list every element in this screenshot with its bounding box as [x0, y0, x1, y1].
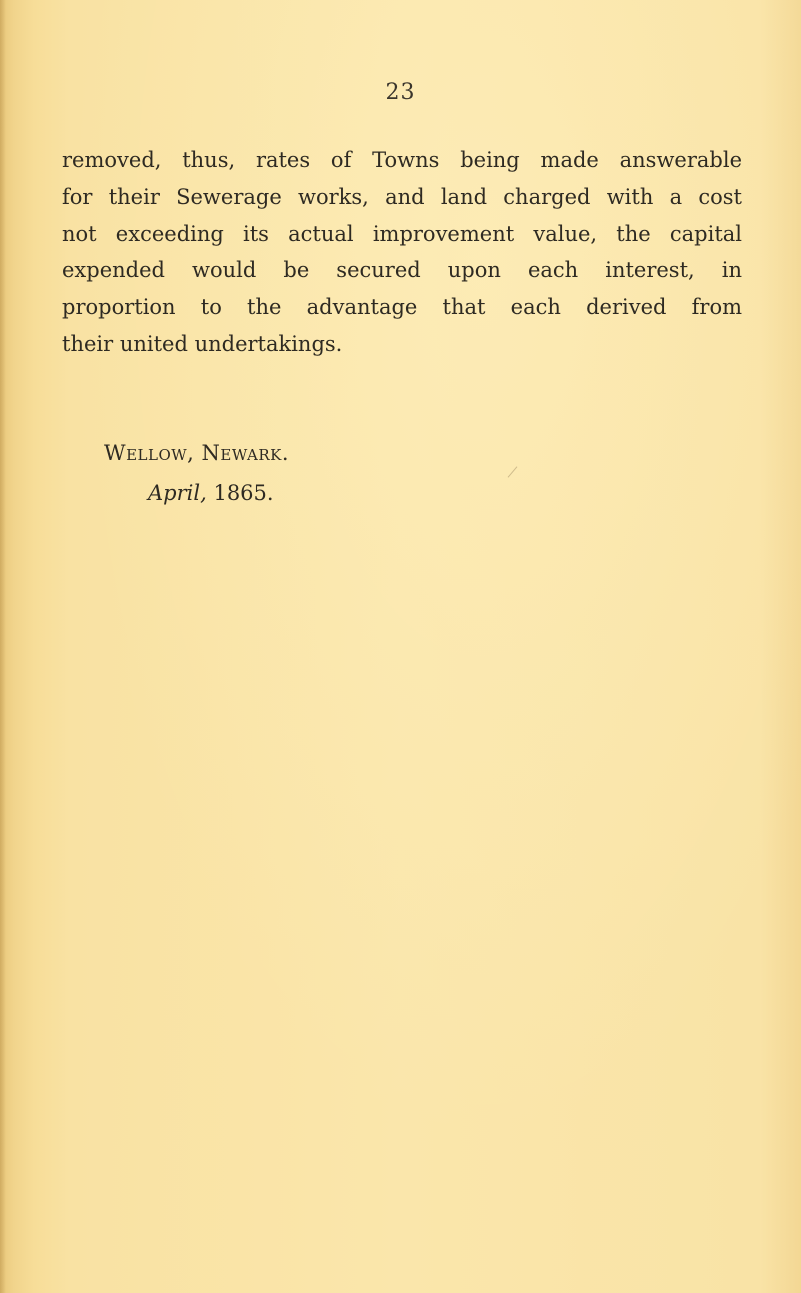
page-number: 23: [385, 80, 416, 105]
signature-month: April,: [148, 481, 207, 505]
text-line-4: expended would be secured upon each interest, in: [62, 258, 742, 283]
text-line-1: removed, thus, rates of Towns being made answerable: [62, 148, 742, 172]
text-line-3: not exceeding its actual improvement value, the capital: [62, 221, 742, 246]
paper-speck: [508, 466, 518, 477]
text-line-2: for their Sewerage works, and land charged with a cost: [62, 184, 742, 209]
text-line-6: their united undertakings.: [62, 331, 343, 356]
body-paragraph: [62, 142, 742, 363]
signature-year: 1865.: [213, 481, 274, 505]
signature-date: [148, 481, 274, 505]
text-line-5: proportion to the advantage that each derived from: [62, 295, 742, 320]
page-edge-shadow: [0, 0, 6, 1293]
signature-place: Wellow, Newark.: [104, 441, 290, 465]
